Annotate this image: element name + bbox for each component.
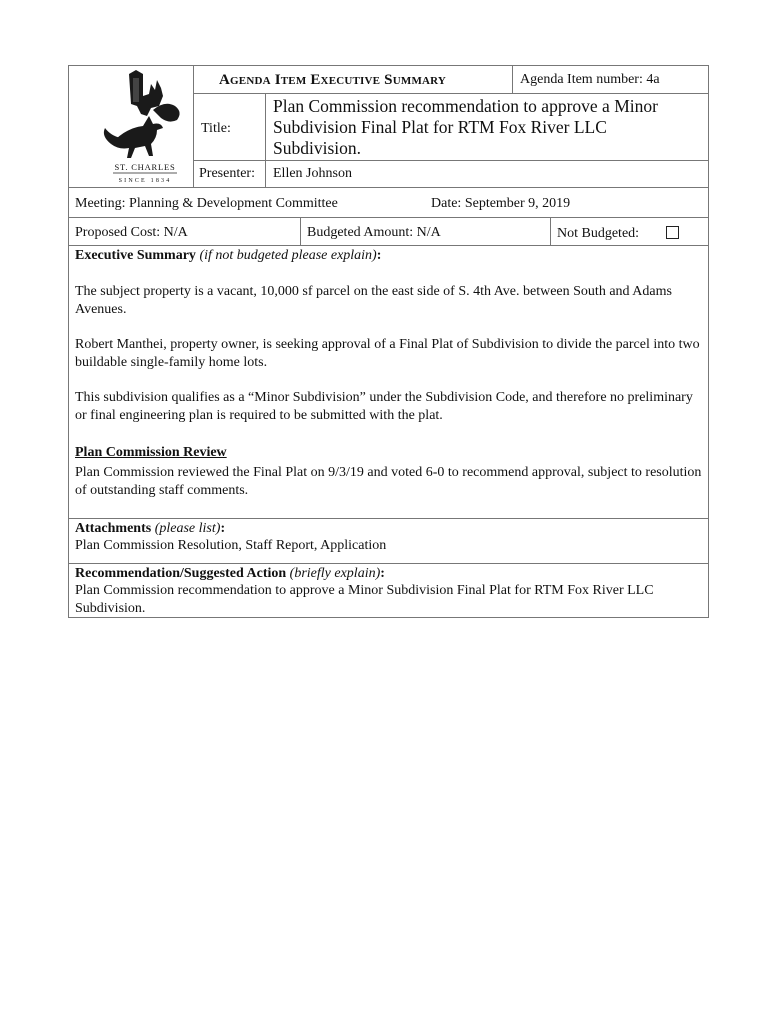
recommendation-text: Plan Commission recommendation to approve a Minor Subdivision Final Plat for RTM Fox River LLC Subdivision. [75, 583, 654, 616]
plan-commission-review-text: Plan Commission reviewed the Final Plat on 9/3/19 and voted 6-0 to recommend approval, subject to resolution of outstanding staff comments. [75, 465, 702, 498]
date-field: Date: September 9, 2019 [431, 196, 571, 211]
not-budgeted-checkbox[interactable] [666, 226, 679, 239]
proposed-cost: Proposed Cost: N/A [75, 225, 188, 240]
executive-summary-form [68, 65, 709, 618]
logo-since-text: SINCE 1834 [118, 178, 172, 184]
fox-tree-emblem-icon [91, 66, 199, 184]
executive-summary-heading [75, 247, 381, 264]
not-budgeted-label: Not Budgeted: [557, 226, 640, 241]
executive-summary-title: Executive Summary [75, 248, 196, 263]
summary-paragraph-1: The subject property is a vacant, 10,000 sf parcel on the east side of S. 4th Ave. between South and Adams Avenues. [75, 284, 672, 317]
attachments-title: Attachments [75, 521, 152, 536]
executive-summary-note: (if not budgeted please explain) [199, 248, 377, 263]
presenter-label: Presenter: [199, 166, 255, 181]
attachments-colon: : [220, 521, 226, 536]
recommendation-note: (briefly explain) [289, 566, 381, 581]
meeting-field: Meeting: Planning & Development Committee [75, 196, 338, 211]
agenda-item-number: Agenda Item number: 4a [520, 72, 660, 87]
plan-commission-review-heading: Plan Commission Review [75, 445, 227, 460]
recommendation-heading [75, 565, 385, 582]
summary-paragraph-3: This subdivision qualifies as a “Minor Subdivision” under the Subdivision Code, and therefore no preliminary or final engineering plan is required to be submitted with the plat. [75, 390, 693, 423]
logo-name-text: ST. CHARLES [114, 162, 176, 172]
budgeted-amount: Budgeted Amount: N/A [307, 225, 441, 240]
recommendation-title: Recommendation/Suggested Action [75, 566, 287, 581]
title-label: Title: [201, 121, 231, 136]
executive-summary-colon: : [376, 248, 382, 263]
st-charles-logo [91, 66, 199, 184]
attachments-note: (please list) [154, 521, 221, 536]
presenter-value: Ellen Johnson [273, 166, 352, 181]
attachments-heading [75, 520, 225, 537]
attachments-list: Plan Commission Resolution, Staff Report, Application [75, 538, 387, 553]
recommendation-colon: : [380, 566, 385, 581]
summary-paragraph-2: Robert Manthei, property owner, is seeking approval of a Final Plat of Subdivision to divide the parcel into two buildable single-family home lots. [75, 337, 700, 370]
form-heading: Agenda Item Executive Summary [219, 72, 447, 88]
title-value: Plan Commission recommendation to approve a Minor Subdivision Final Plat for RTM Fox River LLC Subdivision. [273, 96, 658, 158]
